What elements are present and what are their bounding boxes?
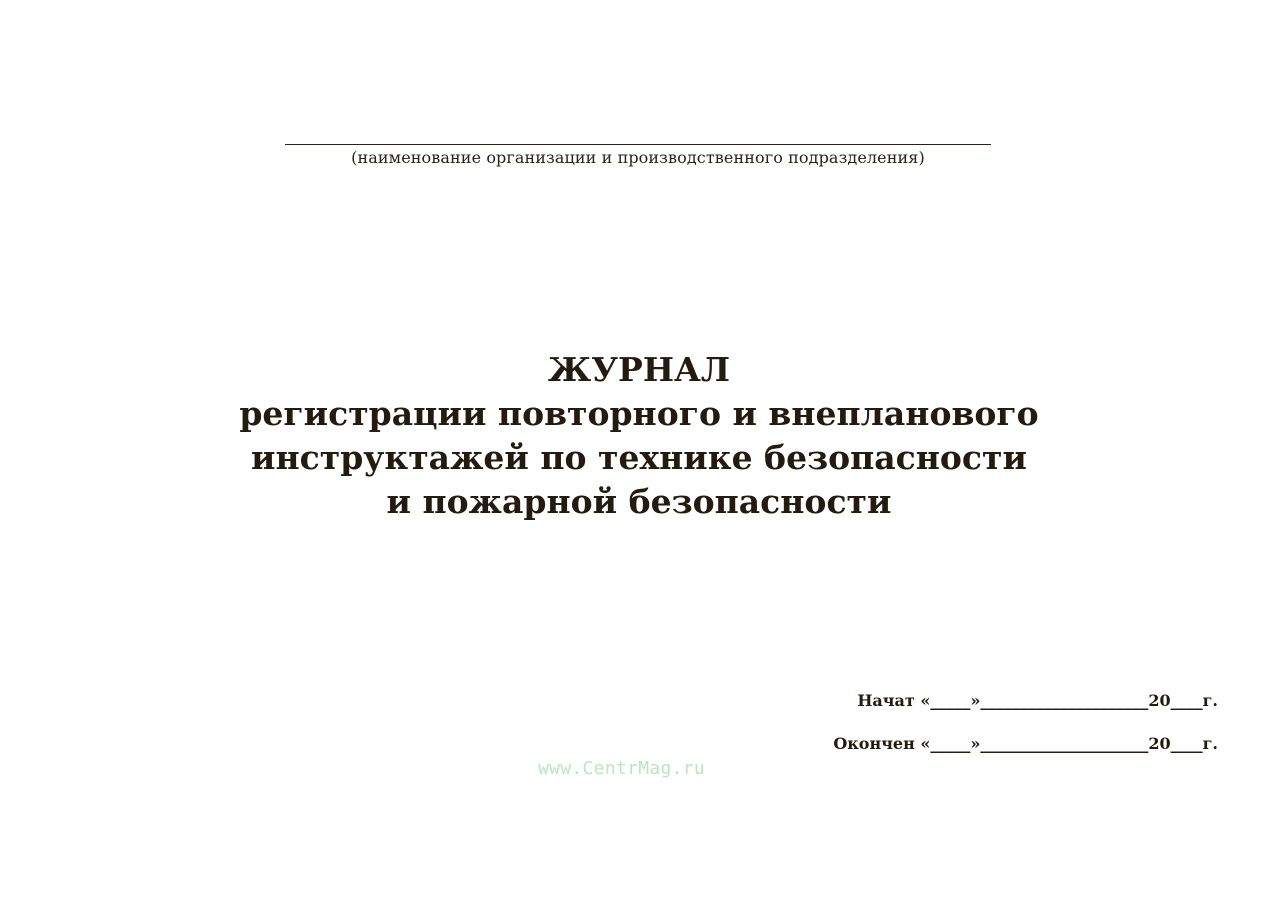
journal-title-block (200, 348, 1078, 524)
started-date-field: Начат «_____»_____________________20____г. (857, 691, 1218, 710)
journal-subtitle-line-3: и пожарной безопасности (386, 482, 892, 521)
watermark: www.CentrMag.ru (538, 758, 706, 779)
journal-dates (833, 690, 1218, 755)
journal-title: ЖУРНАЛ (547, 350, 731, 389)
journal-subtitle-line-1: регистрации повторного и внепланового (239, 394, 1039, 433)
organization-caption: (наименование организации и производственного подразделения) (351, 148, 925, 167)
organization-name-line (285, 144, 991, 145)
finished-date-field: Окончен «_____»_____________________20____г. (833, 734, 1218, 753)
journal-subtitle-line-2: инструктажей по технике безопасности (251, 438, 1027, 477)
